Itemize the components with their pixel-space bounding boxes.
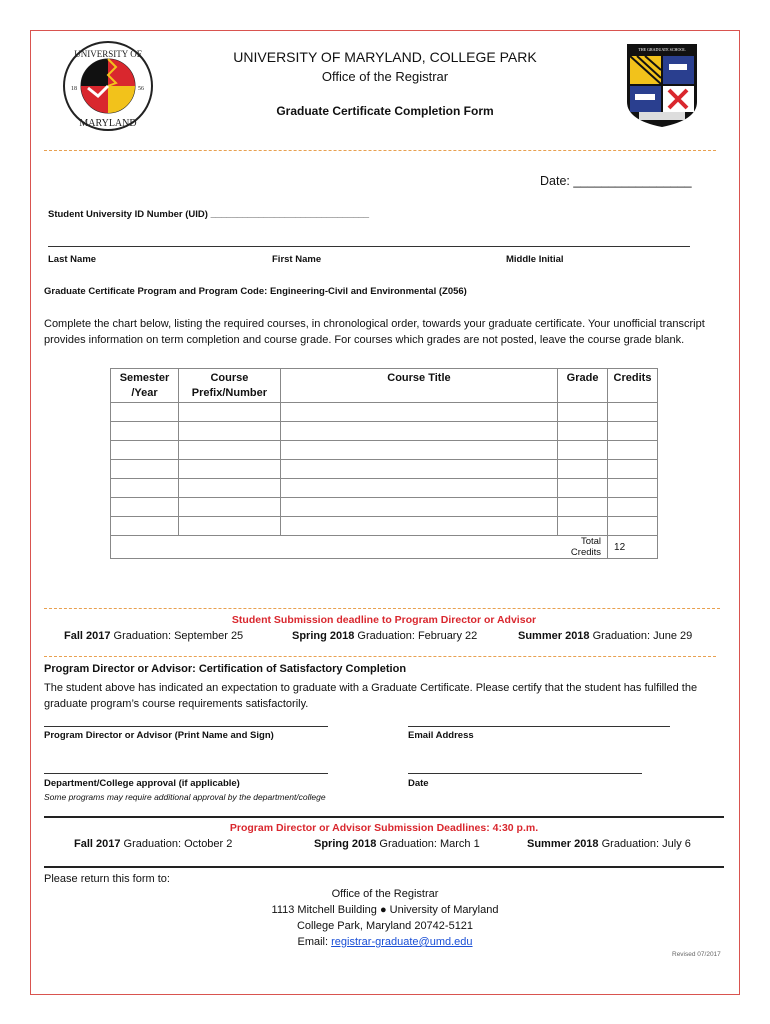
university-name: UNIVERSITY OF MARYLAND, COLLEGE PARK bbox=[233, 49, 537, 65]
date-field[interactable]: Date: _________________ bbox=[540, 174, 692, 188]
graduate-school-crest-logo bbox=[625, 42, 699, 128]
email-address-label: Email Address bbox=[408, 730, 474, 741]
instructions-text: Complete the chart below, listing the required courses, in chronological order, towards your graduate certificate. Your unofficial transcript provides information on term completion and course grade. For courses which grades are not posted, leave the course grade blank. bbox=[44, 318, 705, 346]
student-deadline-title: Student Submission deadline to Program Director or Advisor bbox=[231, 614, 537, 626]
deadline-divider-top bbox=[44, 608, 720, 609]
course-table bbox=[110, 368, 658, 559]
course-prefix-header: Course Prefix/Number bbox=[178, 369, 280, 403]
certification-title: Program Director or Advisor: Certification of Satisfactory Completion bbox=[44, 663, 407, 675]
first-name-label: First Name bbox=[272, 254, 322, 265]
table-row[interactable] bbox=[111, 460, 658, 479]
table-row[interactable] bbox=[111, 517, 658, 536]
credits-header: Credits bbox=[608, 369, 658, 403]
director-signature-line[interactable] bbox=[44, 726, 328, 727]
director-deadline-divider-top bbox=[44, 816, 724, 818]
last-name-label: Last Name bbox=[48, 254, 97, 265]
seal-year-left: 18 bbox=[71, 86, 77, 92]
student-fall-deadline: Fall 2017 Graduation: September 25 bbox=[64, 630, 244, 642]
table-row[interactable] bbox=[111, 479, 658, 498]
director-summer-deadline: Summer 2018 Graduation: July 6 bbox=[527, 838, 691, 850]
course-title-header: Course Title bbox=[280, 369, 557, 403]
seal-top-text: UNIVERSITY OF bbox=[74, 49, 142, 59]
office-name: Office of the Registrar bbox=[321, 69, 449, 84]
total-credits-value: 12 bbox=[608, 536, 658, 559]
date-label: Date bbox=[408, 778, 429, 789]
director-deadline-title: Program Director or Advisor Submission Deadlines: 4:30 p.m. bbox=[229, 822, 539, 834]
form-title: Graduate Certificate Completion Form bbox=[276, 104, 494, 118]
department-approval-line[interactable] bbox=[44, 773, 328, 774]
total-credits-row bbox=[111, 536, 658, 559]
crest-text: THE GRADUATE SCHOOL bbox=[638, 47, 686, 52]
total-credits-label: Total Credits bbox=[558, 536, 608, 559]
university-seal-logo bbox=[58, 40, 158, 132]
seal-bottom-text: MARYLAND bbox=[79, 118, 137, 129]
student-spring-deadline: Spring 2018 Graduation: February 22 bbox=[292, 630, 478, 642]
uid-field[interactable]: Student University ID Number (UID) ______________________________ bbox=[48, 209, 370, 220]
department-approval-label: Department/College approval (if applicable) bbox=[44, 778, 240, 789]
deadline-divider-bottom bbox=[44, 656, 716, 657]
table-header-row bbox=[111, 369, 658, 403]
grade-header: Grade bbox=[558, 369, 608, 403]
table-row[interactable] bbox=[111, 498, 658, 517]
approval-note: Some programs may require additional approval by the department/college bbox=[44, 792, 326, 802]
return-city: College Park, Maryland 20742-5121 bbox=[296, 920, 474, 932]
revision-date: Revised 07/2017 bbox=[672, 951, 721, 958]
return-office: Office of the Registrar bbox=[331, 888, 439, 900]
table-row[interactable] bbox=[111, 403, 658, 422]
registrar-email-link[interactable]: registrar-graduate@umd.edu bbox=[331, 936, 473, 948]
director-spring-deadline: Spring 2018 Graduation: March 1 bbox=[314, 838, 480, 850]
table-row[interactable] bbox=[111, 441, 658, 460]
date-signature-line[interactable] bbox=[408, 773, 642, 774]
middle-initial-label: Middle Initial bbox=[506, 254, 564, 265]
return-email: Email: registrar-graduate@umd.edu bbox=[297, 936, 473, 948]
table-row[interactable] bbox=[111, 422, 658, 441]
student-summer-deadline: Summer 2018 Graduation: June 29 bbox=[518, 630, 693, 642]
header-divider bbox=[44, 150, 716, 151]
director-signature-label: Program Director or Advisor (Print Name and Sign) bbox=[44, 730, 274, 741]
return-building: 1113 Mitchell Building ● University of Maryland bbox=[271, 904, 499, 916]
certification-body: The student above has indicated an expectation to graduate with a Graduate Certificate. Please certify that the student has fulfilled the graduate program’s course requirements satisfactorily. bbox=[44, 682, 698, 710]
program-code: Graduate Certificate Program and Program Code: Engineering-Civil and Environmental (Z056) bbox=[44, 286, 467, 297]
semester-year-header: Semester /Year bbox=[111, 369, 179, 403]
email-signature-line[interactable] bbox=[408, 726, 670, 727]
director-fall-deadline: Fall 2017 Graduation: October 2 bbox=[74, 838, 233, 850]
return-label: Please return this form to: bbox=[44, 873, 170, 885]
director-deadline-divider-bottom bbox=[44, 866, 724, 868]
seal-year-right: 56 bbox=[138, 86, 144, 92]
name-signature-line[interactable] bbox=[48, 246, 690, 247]
